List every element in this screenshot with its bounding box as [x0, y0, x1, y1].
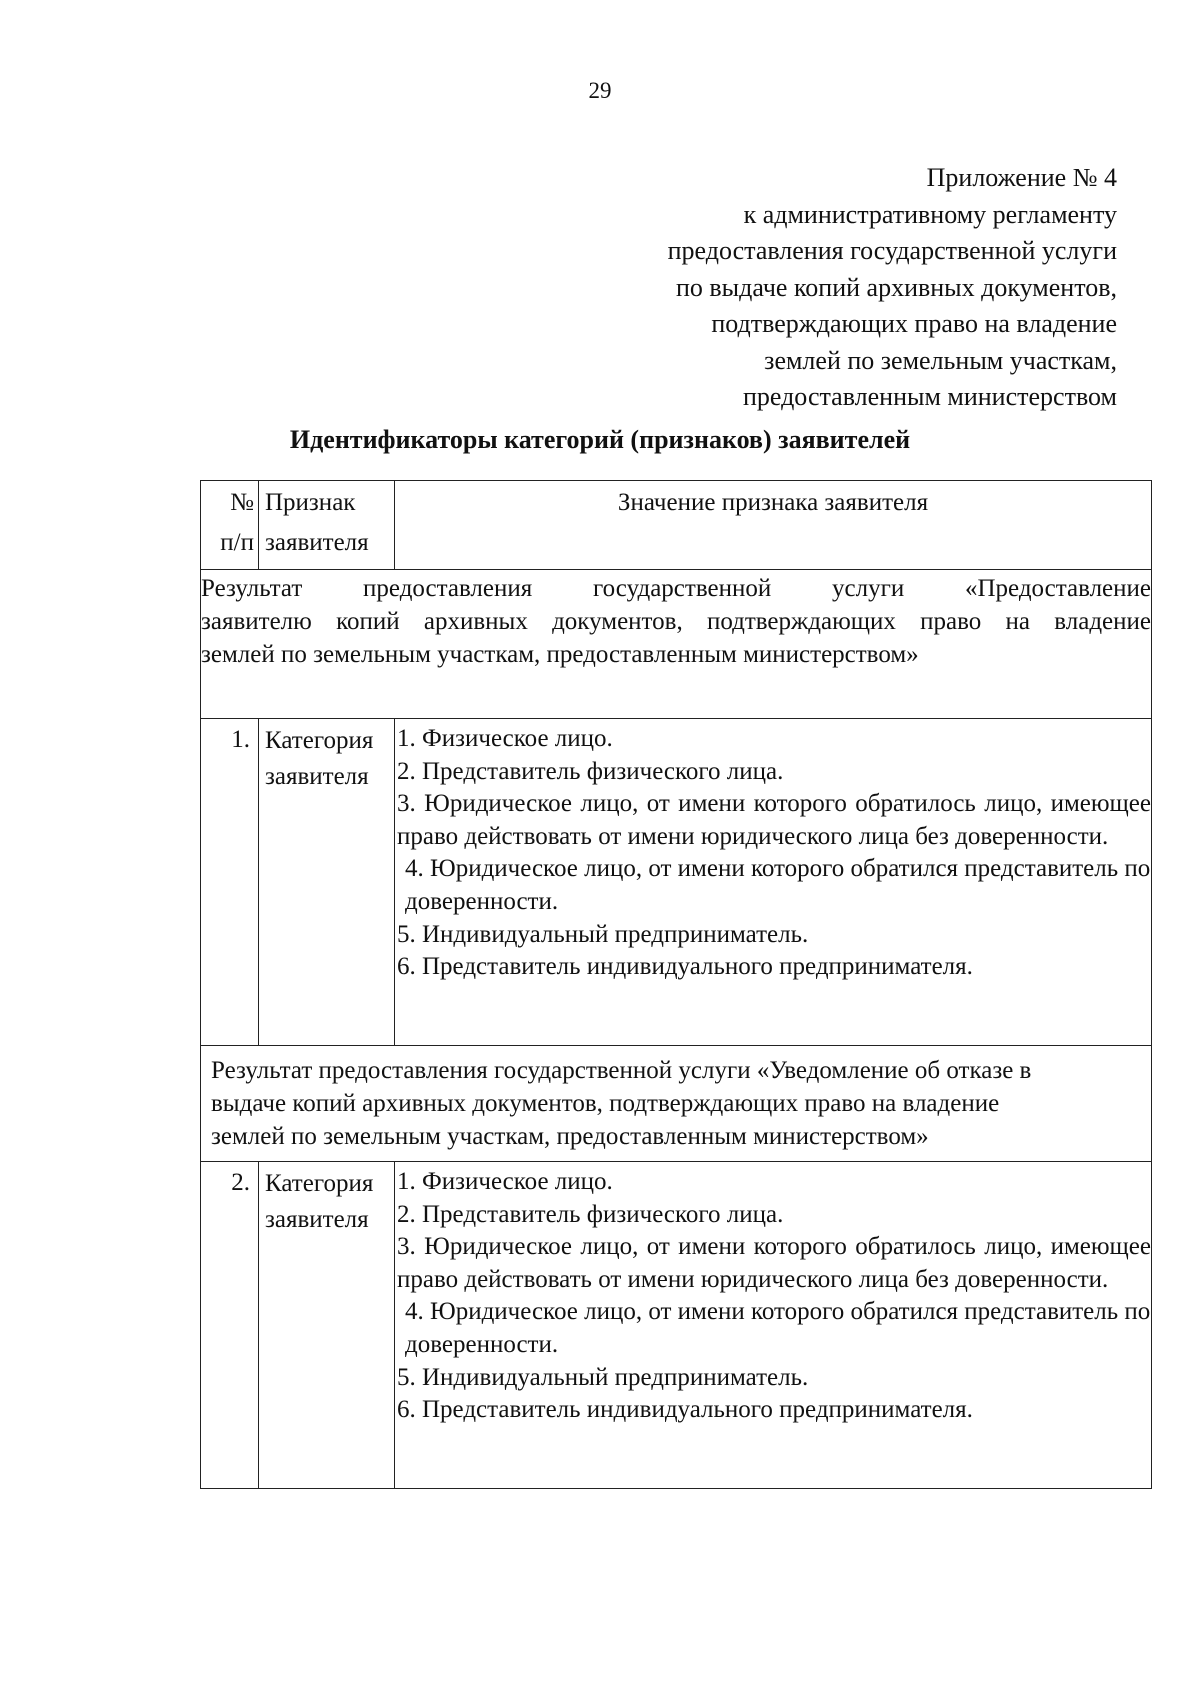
annex-line: к административному регламенту: [743, 199, 1117, 229]
value-item: 4. Юридическое лицо, от имени которого обратился представитель по доверенности.: [405, 855, 1151, 915]
annex-line: предоставления государственной услуги: [667, 236, 1117, 265]
row-values: [395, 1162, 1152, 1489]
value-item: 6. Представитель индивидуального предпринимателя.: [397, 953, 973, 981]
annex-line: подтверждающих право на владение: [711, 309, 1117, 338]
value-item: 2. Представитель физического лица.: [397, 1200, 784, 1228]
value-item: 1. Физическое лицо.: [397, 725, 613, 752]
row-number: 2.: [201, 1162, 259, 1489]
row-number: 1.: [201, 719, 259, 1046]
document-title: Идентификаторы категорий (признаков) заявителей: [289, 425, 911, 454]
page-number: 29: [588, 78, 612, 103]
section-line: заявителю копий архивных документов, подтверждающих право на владение: [201, 608, 1151, 635]
annex-line: по выдаче копий архивных документов,: [675, 272, 1117, 302]
section-line: выдаче копий архивных документов, подтверждающих право на владение: [211, 1090, 1000, 1117]
annex-line: землей по земельным участкам,: [764, 345, 1117, 375]
row-attribute-line: Категория: [265, 1170, 374, 1197]
identifiers-table: [200, 480, 1152, 1489]
annex-header: [668, 160, 1117, 416]
section-line: землей по земельным участкам, предоставленным министерством»: [211, 1123, 929, 1150]
table-row: [201, 719, 1152, 1046]
value-item: 6. Представитель индивидуального предпринимателя.: [397, 1396, 973, 1424]
header-attribute-line: Признак: [265, 489, 356, 516]
table-row: [201, 1162, 1152, 1489]
section-line: Результат предоставления государственной услуги «Предоставление: [201, 575, 1151, 602]
value-item: 5. Индивидуальный предприниматель.: [397, 1363, 809, 1391]
header-number: [201, 481, 259, 570]
annex-line: предоставленным министерством: [742, 382, 1117, 411]
value-item: 2. Представитель физического лица.: [397, 757, 784, 785]
row-attribute-line: Категория: [265, 727, 374, 754]
section-line: землей по земельным участкам, предоставленным министерством»: [201, 641, 919, 668]
row-attribute: [259, 719, 395, 1046]
section-row: [201, 1046, 1152, 1162]
table-header-row: [201, 481, 1152, 570]
row-attribute: [259, 1162, 395, 1489]
header-value: Значение признака заявителя: [395, 481, 1152, 570]
value-item: 1. Физическое лицо.: [397, 1168, 613, 1195]
header-attribute: [259, 481, 395, 570]
value-item: 3. Юридическое лицо, от имени которого обратилось лицо, имеющее право действовать от имени юридического лица без доверенности.: [397, 790, 1151, 850]
section-line: Результат предоставления государственной услуги «Уведомление об отказе в: [211, 1057, 1032, 1084]
value-item: 3. Юридическое лицо, от имени которого обратилось лицо, имеющее право действовать от имени юридического лица без доверенности.: [397, 1233, 1151, 1293]
value-item: 4. Юридическое лицо, от имени которого обратился представитель по доверенности.: [405, 1298, 1151, 1358]
header-number-line: №: [230, 489, 254, 516]
section-result-2: [201, 1046, 1152, 1162]
header-number-line: п/п: [220, 529, 254, 556]
annex-line: Приложение № 4: [926, 163, 1117, 192]
section-row: [201, 570, 1152, 719]
row-attribute-line: заявителя: [265, 1206, 369, 1233]
row-values: [395, 719, 1152, 1046]
section-result-1: [201, 570, 1152, 719]
row-attribute-line: заявителя: [265, 763, 369, 790]
header-attribute-line: заявителя: [265, 529, 369, 556]
value-item: 5. Индивидуальный предприниматель.: [397, 920, 809, 948]
